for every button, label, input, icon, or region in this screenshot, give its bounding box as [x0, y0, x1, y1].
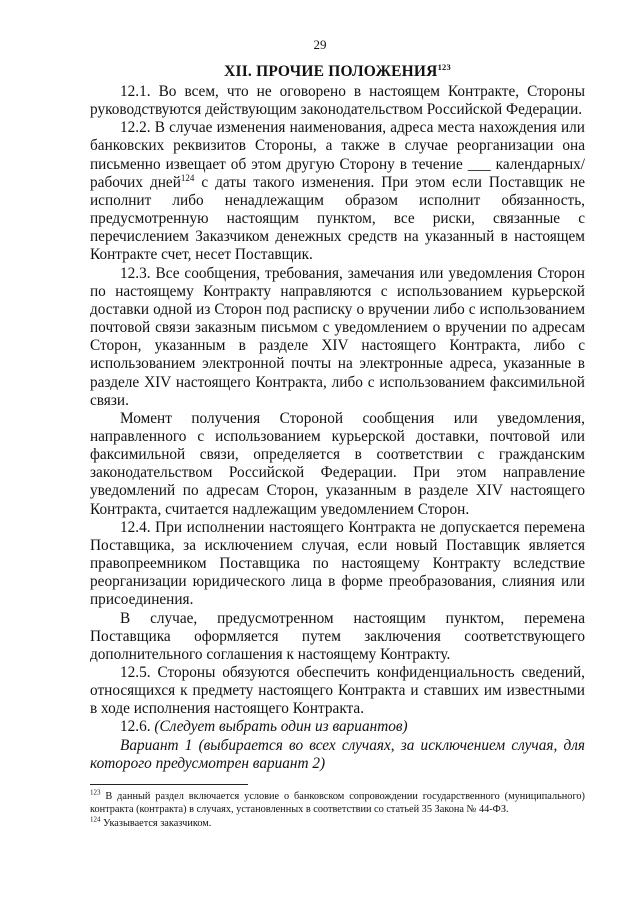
paragraph-supplier-change: В случае, предусмотренном настоящим пунктом, перемена Поставщика оформляется путем заключения соответствующего дополнительного соглашения к настоящему Контракту.: [90, 609, 585, 663]
section-heading-text: XII. ПРОЧИЕ ПОЛОЖЕНИЯ: [224, 63, 438, 81]
paragraph-12-4: 12.4. При исполнении настоящего Контракта не допускается перемена Поставщика, за исключением случая, если новый Поставщик является правопреемником Поставщика по настоящему Контракту вследствие реорганизации юридического лица в форме преобразования, слияния или присоединения.: [90, 518, 585, 609]
paragraph-12-2-part1: 12.2. В случае изменения наименования, адреса места нахождения или банковских реквизитов Стороны, а также в случае реорганизации она письменно извещает об этом другую Сторону в течение ___ календарных/рабочих дней: [90, 119, 585, 191]
paragraph-12-5: 12.5. Стороны обязуются обеспечить конфиденциальность сведений, относящихся к предмету настоящего Контракта и ставших им известными в ходе исполнения настоящего Контракта.: [90, 664, 585, 718]
paragraph-12-6-instruction: (Следует выбрать один из вариантов): [154, 718, 408, 736]
footnote-ref: 124: [180, 172, 195, 183]
footnote-text: Указывается заказчиком.: [100, 817, 212, 829]
footnote-124: [90, 817, 585, 830]
paragraph-12-3: 12.3. Все сообщения, требования, замечания или уведомления Сторон по настоящему Контракту направляются с использованием курьерской доставки одной из Сторон под расписку о вручении либо с использованием почтовой связи заказным письмом с уведомлением о вручении по адресам Сторон, указанным в разделе XIV настоящего Контракта, либо с использованием электронной почты на электронные адреса, указанные в разделе XIV настоящего Контракта, либо с использованием факсимильной связи.: [90, 264, 585, 409]
page-number: 29: [313, 37, 327, 52]
body-text: [90, 83, 585, 773]
paragraph-12-6-number: 12.6.: [120, 718, 155, 736]
footnote-separator: [90, 784, 248, 785]
paragraph-moment: Момент получения Стороной сообщения или уведомления, направленного с использованием курьерской доставки, почтовой или факсимильной связи, определяется в соответствии с гражданским законодательством Российской Федерации. При этом направление уведомлений по адресам Сторон, указанным в разделе XIV настоящего Контракта, считается надлежащим уведомлением Сторон.: [90, 409, 585, 518]
footnote-text: В данный раздел включается условие о банковском сопровождении государственного (муниципального) контракта (контракта) в случаях, установленных в соответствии со статьей 35 Закона № 44-ФЗ.: [90, 791, 585, 816]
section-heading: [90, 62, 585, 81]
paragraph-12-2-part2: с даты такого изменения. При этом если Поставщик не исполнит либо ненадлежащим образом исполнит обязанность, предусмотренную настоящим пунктом, все риски, связанные с перечислением Заказчиком денежных средств на указанный в настоящем Контракте счет, несет Поставщик.: [90, 173, 585, 264]
paragraph-12-1: 12.1. Во всем, что не оговорено в настоящем Контракте, Стороны руководствуются действующим законодательством Российской Федерации.: [90, 83, 585, 119]
footnote-number: 124: [90, 815, 101, 824]
footnote-123: [90, 790, 585, 817]
footnote-number: 123: [90, 788, 101, 797]
variant-1: Вариант 1 (выбирается во всех случаях, за исключением случая, для которого предусмотрен вариант 2): [90, 736, 585, 772]
footnote-ref: 123: [437, 62, 451, 72]
footnotes: [90, 790, 585, 830]
paragraph-12-6: [90, 718, 585, 736]
paragraph-12-2: [90, 119, 585, 264]
